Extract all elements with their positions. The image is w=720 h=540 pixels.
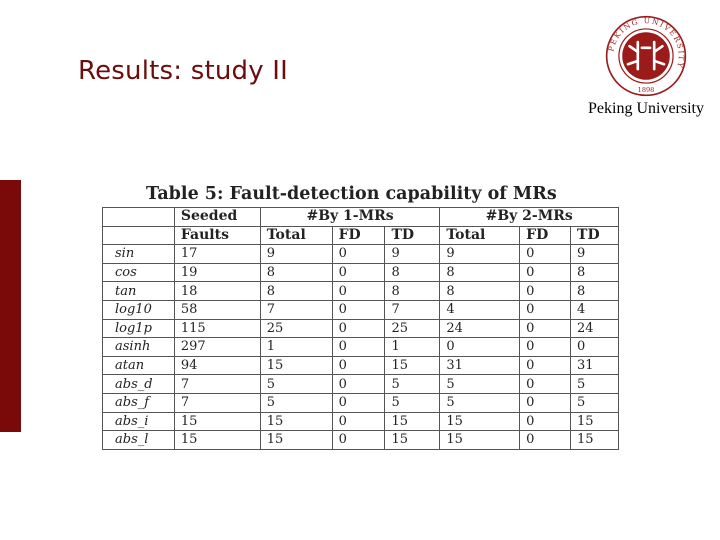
table-cell: 17 xyxy=(174,245,260,264)
header-td-1: TD xyxy=(385,226,440,245)
program-name-cell: abs_l xyxy=(103,431,175,450)
table-cell: 15 xyxy=(385,412,440,431)
table-cell: 25 xyxy=(385,319,440,338)
accent-bar xyxy=(0,180,21,432)
table-cell: 24 xyxy=(440,319,520,338)
table-cell: 7 xyxy=(260,300,332,319)
header-fd-1: FD xyxy=(332,226,385,245)
table-header-row xyxy=(103,208,619,227)
table-cell: 15 xyxy=(174,431,260,450)
header-by-1-mrs: #By 1-MRs xyxy=(260,208,440,227)
table-cell: 25 xyxy=(260,319,332,338)
table-cell: 9 xyxy=(260,245,332,264)
table-cell: 0 xyxy=(332,300,385,319)
table-row xyxy=(103,245,619,264)
table-cell: 5 xyxy=(571,375,619,394)
table-cell: 0 xyxy=(332,245,385,264)
university-seal-logo xyxy=(605,15,687,97)
header-blank xyxy=(103,226,175,245)
table-cell: 15 xyxy=(260,431,332,450)
table-cell: 0 xyxy=(520,245,571,264)
table-cell: 15 xyxy=(385,356,440,375)
table-cell: 31 xyxy=(571,356,619,375)
header-blank xyxy=(103,208,175,227)
table-cell: 5 xyxy=(260,393,332,412)
header-total-2: Total xyxy=(440,226,520,245)
table-cell: 8 xyxy=(571,263,619,282)
table-cell: 15 xyxy=(571,431,619,450)
table-cell: 4 xyxy=(571,300,619,319)
table-cell: 15 xyxy=(260,412,332,431)
program-name-cell: cos xyxy=(103,263,175,282)
table-cell: 0 xyxy=(332,282,385,301)
table-cell: 24 xyxy=(571,319,619,338)
table-cell: 8 xyxy=(385,282,440,301)
results-table xyxy=(102,207,619,450)
table-cell: 0 xyxy=(520,338,571,357)
table-row xyxy=(103,431,619,450)
program-name-cell: abs_d xyxy=(103,375,175,394)
program-name-cell: abs_i xyxy=(103,412,175,431)
table-cell: 8 xyxy=(385,263,440,282)
table-cell: 94 xyxy=(174,356,260,375)
table-cell: 115 xyxy=(174,319,260,338)
table-row xyxy=(103,393,619,412)
table-cell: 8 xyxy=(440,282,520,301)
table-cell: 297 xyxy=(174,338,260,357)
table-cell: 15 xyxy=(440,412,520,431)
table-cell: 8 xyxy=(571,282,619,301)
table-row xyxy=(103,356,619,375)
table-cell: 0 xyxy=(332,338,385,357)
table-cell: 31 xyxy=(440,356,520,375)
seal-ring-text: PEKING UNIVERSITY xyxy=(606,16,686,70)
table-cell: 15 xyxy=(260,356,332,375)
table-cell: 0 xyxy=(520,431,571,450)
table-cell: 0 xyxy=(440,338,520,357)
program-name-cell: tan xyxy=(103,282,175,301)
table-row xyxy=(103,300,619,319)
table-cell: 8 xyxy=(260,263,332,282)
table-row xyxy=(103,338,619,357)
table-cell: 15 xyxy=(440,431,520,450)
table-cell: 1 xyxy=(260,338,332,357)
table-cell: 15 xyxy=(385,431,440,450)
table-cell: 5 xyxy=(385,375,440,394)
program-name-cell: asinh xyxy=(103,338,175,357)
university-name: Peking University xyxy=(588,100,704,117)
table-cell: 5 xyxy=(440,375,520,394)
header-faults: Faults xyxy=(174,226,260,245)
table-cell: 0 xyxy=(520,263,571,282)
program-name-cell: atan xyxy=(103,356,175,375)
table-cell: 0 xyxy=(332,263,385,282)
table-row xyxy=(103,319,619,338)
table-cell: 0 xyxy=(332,375,385,394)
table-cell: 0 xyxy=(332,412,385,431)
header-fd-2: FD xyxy=(520,226,571,245)
table-cell: 8 xyxy=(260,282,332,301)
program-name-cell: log1p xyxy=(103,319,175,338)
header-td-2: TD xyxy=(571,226,619,245)
table-cell: 9 xyxy=(571,245,619,264)
header-seeded: Seeded xyxy=(174,208,260,227)
seal-year: 1898 xyxy=(637,86,655,95)
header-total-1: Total xyxy=(260,226,332,245)
table-row xyxy=(103,282,619,301)
table-cell: 0 xyxy=(332,393,385,412)
table-cell: 0 xyxy=(520,393,571,412)
table-row xyxy=(103,263,619,282)
table-cell: 15 xyxy=(174,412,260,431)
table-cell: 15 xyxy=(571,412,619,431)
table-cell: 0 xyxy=(332,356,385,375)
table-cell: 5 xyxy=(571,393,619,412)
table-cell: 0 xyxy=(520,375,571,394)
table-cell: 0 xyxy=(520,319,571,338)
table-cell: 5 xyxy=(385,393,440,412)
table-cell: 4 xyxy=(440,300,520,319)
table-cell: 0 xyxy=(520,356,571,375)
table-cell: 8 xyxy=(440,263,520,282)
table-cell: 7 xyxy=(385,300,440,319)
slide-title: Results: study II xyxy=(78,56,289,86)
table-row xyxy=(103,412,619,431)
table-cell: 9 xyxy=(385,245,440,264)
table-caption: Table 5: Fault-detection capability of MRs xyxy=(146,184,557,204)
table-cell: 7 xyxy=(174,375,260,394)
program-name-cell: log10 xyxy=(103,300,175,319)
table-cell: 5 xyxy=(440,393,520,412)
table-cell: 0 xyxy=(332,319,385,338)
table-cell: 0 xyxy=(520,412,571,431)
table-cell: 0 xyxy=(332,431,385,450)
table-cell: 5 xyxy=(260,375,332,394)
table-cell: 19 xyxy=(174,263,260,282)
program-name-cell: abs_f xyxy=(103,393,175,412)
table-row xyxy=(103,375,619,394)
table-cell: 0 xyxy=(571,338,619,357)
program-name-cell: sin xyxy=(103,245,175,264)
table-cell: 0 xyxy=(520,282,571,301)
table-cell: 9 xyxy=(440,245,520,264)
table-subheader-row xyxy=(103,226,619,245)
table-cell: 7 xyxy=(174,393,260,412)
table-cell: 58 xyxy=(174,300,260,319)
table-cell: 0 xyxy=(520,300,571,319)
table-body xyxy=(103,245,619,450)
header-by-2-mrs: #By 2-MRs xyxy=(440,208,619,227)
table-cell: 18 xyxy=(174,282,260,301)
table-cell: 1 xyxy=(385,338,440,357)
